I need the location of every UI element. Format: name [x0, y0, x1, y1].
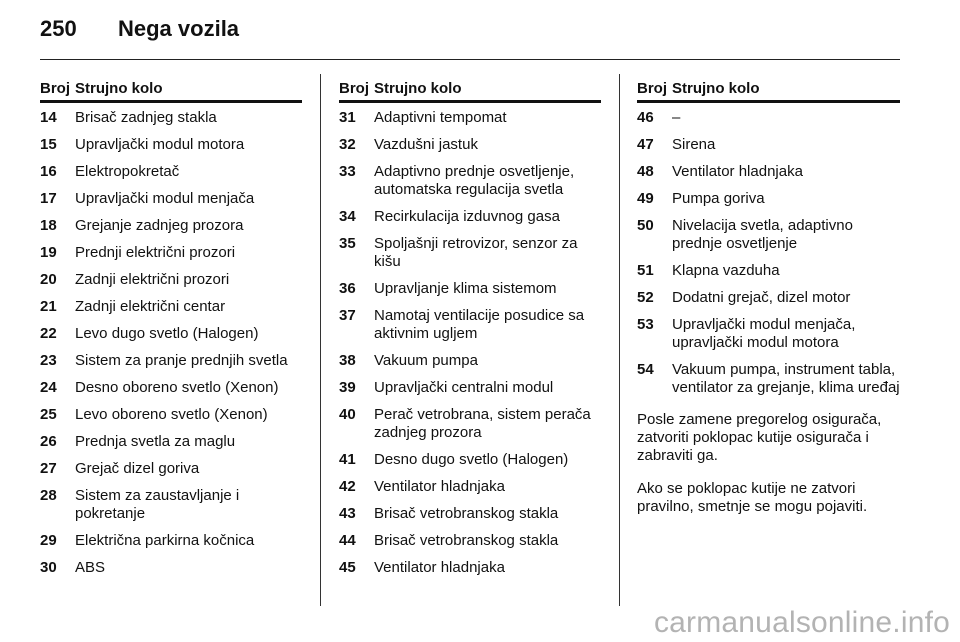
table-header: [40, 78, 302, 103]
table-header: [339, 78, 601, 103]
circuit-name: Prednji električni prozori: [75, 244, 236, 261]
fuse-number: 53: [637, 316, 654, 333]
fuse-number: 25: [40, 406, 57, 423]
fuse-number: 26: [40, 433, 57, 450]
circuit-name: Brisač vetrobranskog stakla: [374, 532, 559, 549]
fuse-number: 54: [637, 361, 654, 378]
fuse-number: 17: [40, 190, 57, 207]
fuse-number: 21: [40, 298, 57, 315]
circuit-name: Upravljački modul menjača, upravljački modul motora: [672, 316, 856, 351]
circuit-name: Namotaj ventilacije posudice sa aktivnim ugljem: [374, 307, 585, 342]
fuse-number: 30: [40, 559, 57, 576]
circuit-name: Dodatni grejač, dizel motor: [672, 289, 851, 306]
fuse-number: 36: [339, 280, 356, 297]
circuit-name: Pumpa goriva: [672, 190, 765, 207]
table-row: [637, 190, 900, 208]
circuit-name: Klapna vazduha: [672, 262, 780, 279]
fuse-number: 41: [339, 451, 356, 468]
fuse-table-column-3: [637, 78, 900, 531]
circuit-name: Adaptivni tempomat: [374, 109, 507, 126]
page-number: 250: [40, 16, 77, 41]
table-row: [339, 352, 601, 370]
fuse-number: 51: [637, 262, 654, 279]
circuit-name: Perač vetrobrana, sistem perača zadnjeg prozora: [374, 406, 591, 441]
circuit-name: Električna parkirna kočnica: [75, 532, 255, 549]
fuse-number: 33: [339, 163, 356, 180]
table-row: [637, 163, 900, 181]
fuse-number: 37: [339, 307, 356, 324]
table-row: [339, 451, 601, 469]
fuse-number: 48: [637, 163, 654, 180]
circuit-name: Grejanje zadnjeg prozora: [75, 217, 244, 234]
header-number: Broj: [339, 80, 369, 97]
circuit-name: Adaptivno prednje osvetljenje, automatska regulacija svetla: [374, 163, 575, 198]
circuit-name: Nivelacija svetla, adaptivno prednje osvetljenje: [672, 217, 853, 252]
table-row: [40, 163, 302, 181]
fuse-number: 24: [40, 379, 57, 396]
fuse-number: 23: [40, 352, 57, 369]
table-row: [339, 307, 601, 343]
table-row: [40, 217, 302, 235]
table-row: [40, 190, 302, 208]
circuit-name: Ventilator hladnjaka: [374, 478, 505, 495]
table-row: [637, 136, 900, 154]
circuit-name: Vakuum pumpa: [374, 352, 478, 369]
fuse-number: 16: [40, 163, 57, 180]
fuse-number: 29: [40, 532, 57, 549]
fuse-number: 18: [40, 217, 57, 234]
table-row: [40, 271, 302, 289]
fuse-number: 43: [339, 505, 356, 522]
fuse-number: 39: [339, 379, 356, 396]
circuit-name: Vakuum pumpa, instrument tabla, ventilator za grejanje, klima uređaj: [672, 361, 900, 396]
circuit-name: Upravljački centralni modul: [374, 379, 554, 396]
table-row: [339, 379, 601, 397]
fuse-number: 31: [339, 109, 356, 126]
header-circuit: Strujno kolo: [75, 80, 163, 97]
header-circuit: Strujno kolo: [672, 80, 760, 97]
circuit-name: Levo oboreno svetlo (Xenon): [75, 406, 268, 423]
fuse-number: 47: [637, 136, 654, 153]
fuse-number: 34: [339, 208, 356, 225]
table-row: [637, 361, 900, 397]
table-row: [339, 505, 601, 523]
fuse-table-column-2: [339, 78, 601, 586]
fuse-number: 22: [40, 325, 57, 342]
table-row: [40, 433, 302, 451]
table-row: [40, 379, 302, 397]
fuse-number: 46: [637, 109, 654, 126]
table-row: [339, 109, 601, 127]
circuit-name: Prednja svetla za maglu: [75, 433, 236, 450]
watermark: carmanualsonline.info: [653, 606, 950, 639]
table-row: [339, 163, 601, 199]
circuit-name: Grejač dizel goriva: [75, 460, 200, 477]
fuse-number: 45: [339, 559, 356, 576]
fuse-number: 28: [40, 487, 57, 504]
table-row: [40, 136, 302, 154]
circuit-name: Desno dugo svetlo (Halogen): [374, 451, 569, 468]
fuse-number: 40: [339, 406, 356, 423]
circuit-name: Zadnji električni centar: [75, 298, 226, 315]
table-row: [637, 262, 900, 280]
fuse-number: 42: [339, 478, 356, 495]
table-row: [637, 217, 900, 253]
table-row: [40, 460, 302, 478]
table-row: [339, 136, 601, 154]
circuit-name: Zadnji električni prozori: [75, 271, 230, 288]
column-divider: [619, 74, 620, 606]
page-title: Nega vozila: [118, 16, 240, 41]
column-divider: [320, 74, 321, 606]
table-row: [40, 406, 302, 424]
table-row: [40, 244, 302, 262]
table-row: [339, 406, 601, 442]
table-row: [339, 532, 601, 550]
circuit-name: ABS: [75, 559, 106, 576]
fuse-number: 49: [637, 190, 654, 207]
circuit-name: Sirena: [672, 136, 716, 153]
circuit-name: Ventilator hladnjaka: [374, 559, 505, 576]
circuit-name: Vazdušni jastuk: [374, 136, 478, 153]
header-circuit: Strujno kolo: [374, 80, 462, 97]
circuit-name: Spoljašnji retrovizor, senzor za kišu: [374, 235, 578, 270]
circuit-name: Elektropokretač: [75, 163, 180, 180]
table-row: [339, 559, 601, 577]
circuit-name: Levo dugo svetlo (Halogen): [75, 325, 259, 342]
fuse-table-column-1: [40, 78, 302, 586]
fuse-number: 50: [637, 217, 654, 234]
circuit-name: –: [672, 109, 681, 126]
note-paragraph: Posle zamene pregorelog osigurača, zatvoriti poklopac kutije osigurača i zabraviti ga.: [637, 411, 882, 464]
table-row: [40, 109, 302, 127]
circuit-name: Upravljanje klima sistemom: [374, 280, 557, 297]
fuse-number: 38: [339, 352, 356, 369]
fuse-number: 44: [339, 532, 356, 549]
circuit-name: Desno oboreno svetlo (Xenon): [75, 379, 279, 396]
table-row: [40, 325, 302, 343]
fuse-number: 14: [40, 109, 57, 126]
fuse-number: 52: [637, 289, 654, 306]
circuit-name: Brisač vetrobranskog stakla: [374, 505, 559, 522]
table-row: [339, 280, 601, 298]
header-divider: [40, 59, 900, 60]
circuit-name: Sistem za pranje prednjih svetla: [75, 352, 288, 369]
table-row: [40, 532, 302, 550]
circuit-name: Ventilator hladnjaka: [672, 163, 803, 180]
table-row: [339, 478, 601, 496]
table-row: [637, 316, 900, 352]
fuse-number: 35: [339, 235, 356, 252]
table-row: [339, 235, 601, 271]
fuse-number: 19: [40, 244, 57, 261]
header-number: Broj: [40, 80, 70, 97]
table-row: [40, 487, 302, 523]
table-row: [637, 109, 900, 127]
table-row: [40, 559, 302, 577]
table-row: [637, 289, 900, 307]
fuse-number: 15: [40, 136, 57, 153]
circuit-name: Brisač zadnjeg stakla: [75, 109, 217, 126]
circuit-name: Upravljački modul motora: [75, 136, 245, 153]
table-row: [40, 298, 302, 316]
table-header: [637, 78, 900, 103]
page-header: [40, 16, 900, 50]
fuse-number: 27: [40, 460, 57, 477]
fuse-number: 32: [339, 136, 356, 153]
note-paragraph: Ako se poklopac kutije ne zatvori pravilno, smetnje se mogu pojaviti.: [637, 480, 868, 515]
circuit-name: Sistem za zaustavljanje i pokretanje: [75, 487, 240, 522]
header-number: Broj: [637, 80, 667, 97]
fuse-number: 20: [40, 271, 57, 288]
circuit-name: Recirkulacija izduvnog gasa: [374, 208, 560, 225]
table-row: [339, 208, 601, 226]
table-row: [40, 352, 302, 370]
circuit-name: Upravljački modul menjača: [75, 190, 255, 207]
